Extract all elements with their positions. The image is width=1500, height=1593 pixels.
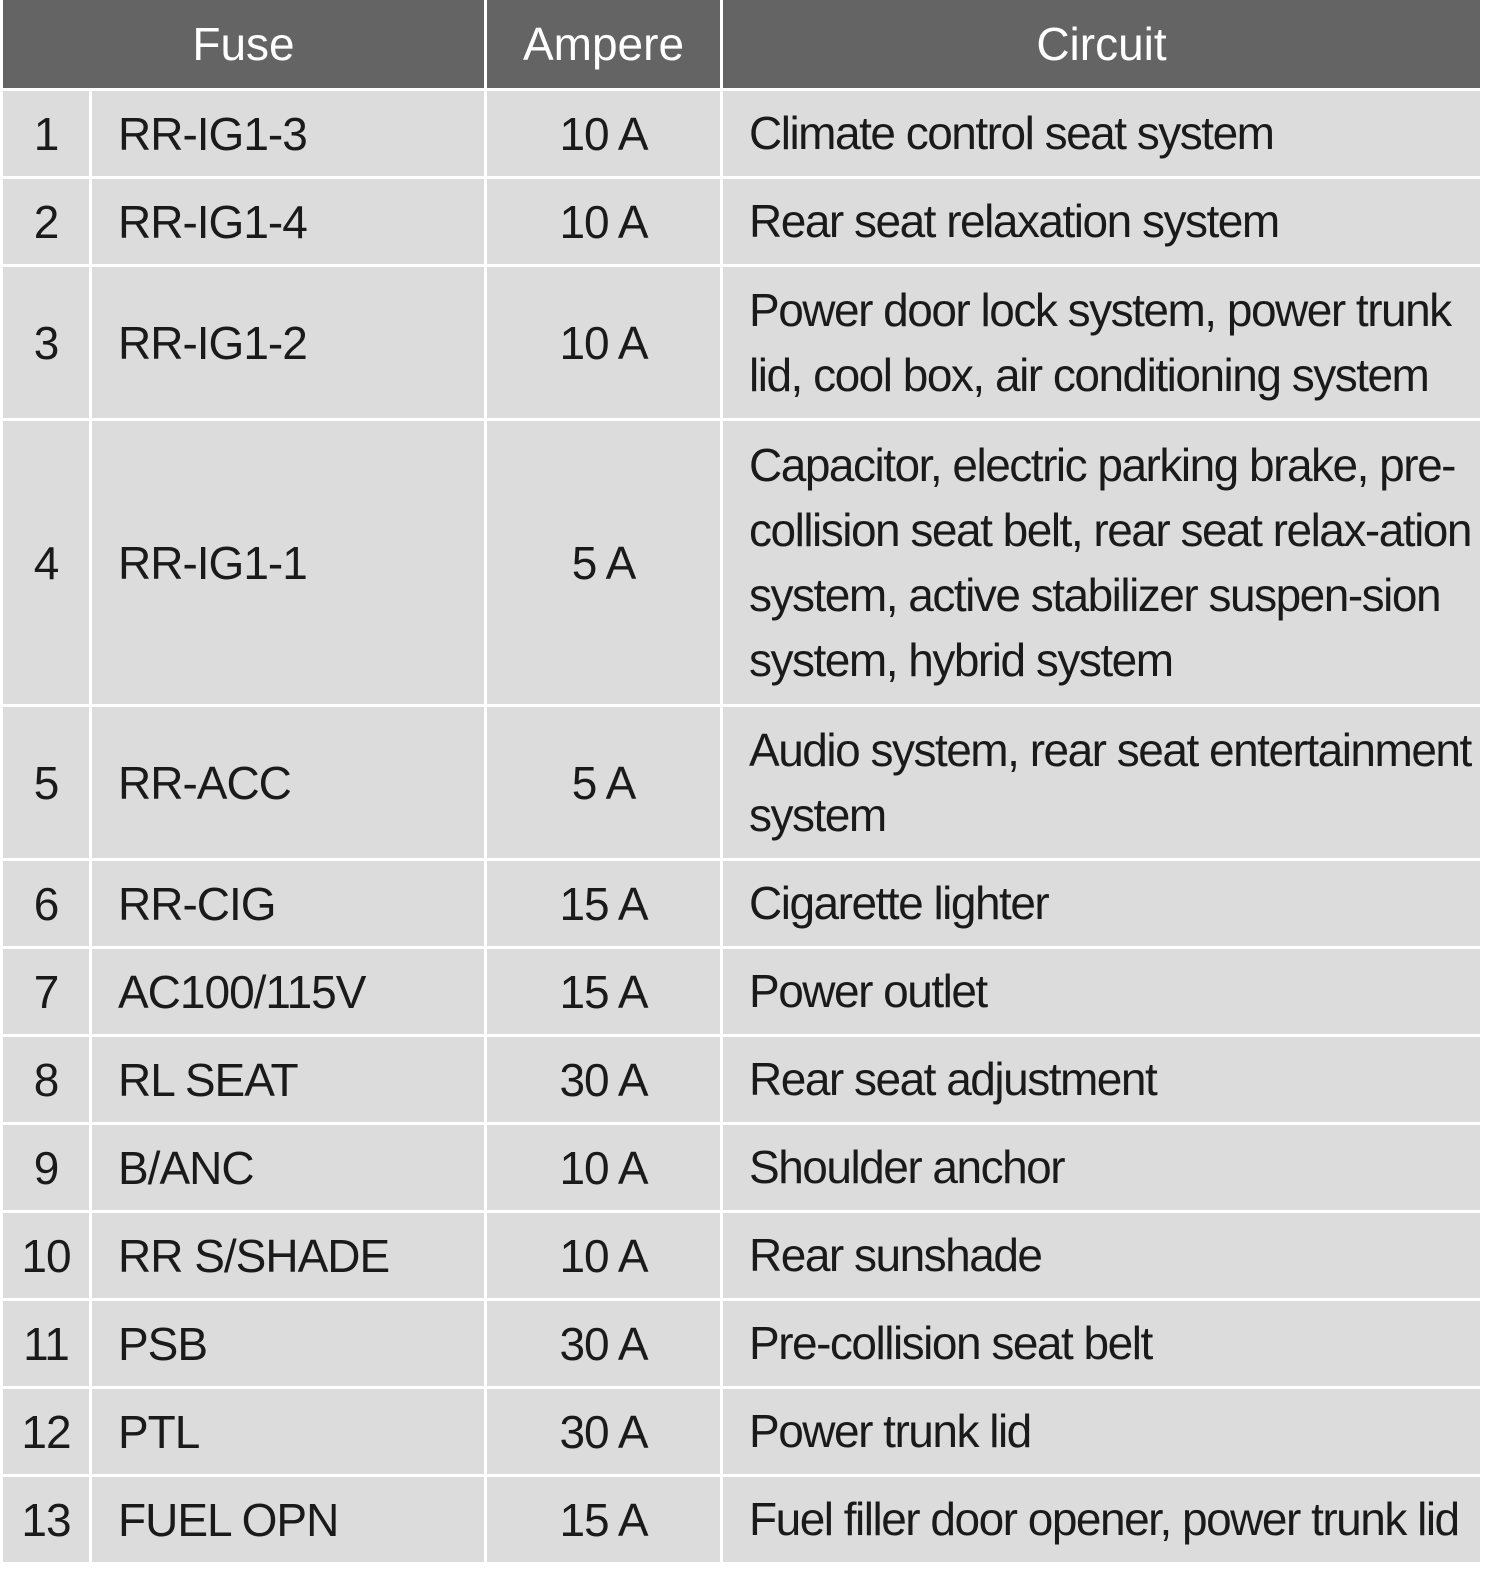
header-fuse: Fuse: [3, 0, 487, 91]
fuse-number: 9: [3, 1125, 92, 1213]
fuse-circuit: Rear seat relaxation system: [723, 179, 1480, 267]
fuse-circuit: Audio system, rear seat entertainment system: [723, 707, 1480, 861]
table-row: [3, 91, 1480, 179]
table-row: [3, 267, 1480, 421]
fuse-ampere: 5 A: [487, 421, 723, 707]
fuse-circuit: Capacitor, electric parking brake, pre-collision seat belt, rear seat relax-ation system, active stabilizer suspen-sion system, hybrid system: [723, 421, 1480, 707]
table-row: [3, 1389, 1480, 1477]
table-row: [3, 707, 1480, 861]
table-body: [3, 91, 1480, 1565]
fuse-ampere: 10 A: [487, 1125, 723, 1213]
fuse-circuit: Rear sunshade: [723, 1213, 1480, 1301]
fuse-ampere: 15 A: [487, 861, 723, 949]
header-ampere: Ampere: [487, 0, 723, 91]
fuse-ampere: 30 A: [487, 1037, 723, 1125]
fuse-number: 10: [3, 1213, 92, 1301]
fuse-number: 1: [3, 91, 92, 179]
fuse-number: 3: [3, 267, 92, 421]
fuse-name: RR S/SHADE: [92, 1213, 487, 1301]
fuse-number: 7: [3, 949, 92, 1037]
fuse-ampere: 30 A: [487, 1301, 723, 1389]
fuse-circuit: Climate control seat system: [723, 91, 1480, 179]
table-row: [3, 1037, 1480, 1125]
fuse-ampere: 10 A: [487, 267, 723, 421]
table-row: [3, 179, 1480, 267]
fuse-name: AC100/115V: [92, 949, 487, 1037]
fuse-circuit: Rear seat adjustment: [723, 1037, 1480, 1125]
fuse-number: 4: [3, 421, 92, 707]
fuse-table: [3, 0, 1480, 1565]
header-row: [3, 0, 1480, 91]
fuse-number: 11: [3, 1301, 92, 1389]
fuse-circuit: Power door lock system, power trunk lid, cool box, air conditioning system: [723, 267, 1480, 421]
table-row: [3, 949, 1480, 1037]
fuse-circuit: Pre-collision seat belt: [723, 1301, 1480, 1389]
fuse-ampere: 15 A: [487, 1477, 723, 1565]
fuse-name: PSB: [92, 1301, 487, 1389]
fuse-name: B/ANC: [92, 1125, 487, 1213]
fuse-ampere: 10 A: [487, 91, 723, 179]
fuse-name: RR-CIG: [92, 861, 487, 949]
fuse-circuit: Fuel filler door opener, power trunk lid: [723, 1477, 1480, 1565]
fuse-name: RR-ACC: [92, 707, 487, 861]
fuse-circuit: Shoulder anchor: [723, 1125, 1480, 1213]
fuse-number: 12: [3, 1389, 92, 1477]
fuse-circuit: Power outlet: [723, 949, 1480, 1037]
fuse-circuit: Cigarette lighter: [723, 861, 1480, 949]
table-row: [3, 1301, 1480, 1389]
fuse-ampere: 15 A: [487, 949, 723, 1037]
fuse-name: RL SEAT: [92, 1037, 487, 1125]
fuse-number: 5: [3, 707, 92, 861]
table-row: [3, 421, 1480, 707]
fuse-name: RR-IG1-4: [92, 179, 487, 267]
fuse-name: RR-IG1-1: [92, 421, 487, 707]
fuse-name: PTL: [92, 1389, 487, 1477]
fuse-number: 2: [3, 179, 92, 267]
fuse-ampere: 10 A: [487, 179, 723, 267]
fuse-name: FUEL OPN: [92, 1477, 487, 1565]
fuse-name: RR-IG1-3: [92, 91, 487, 179]
fuse-number: 6: [3, 861, 92, 949]
table-row: [3, 1213, 1480, 1301]
fuse-number: 8: [3, 1037, 92, 1125]
table-row: [3, 1477, 1480, 1565]
table-row: [3, 1125, 1480, 1213]
header-circuit: Circuit: [723, 0, 1480, 91]
fuse-number: 13: [3, 1477, 92, 1565]
fuse-ampere: 30 A: [487, 1389, 723, 1477]
table-header: [3, 0, 1480, 91]
fuse-circuit: Power trunk lid: [723, 1389, 1480, 1477]
fuse-ampere: 10 A: [487, 1213, 723, 1301]
fuse-name: RR-IG1-2: [92, 267, 487, 421]
table-row: [3, 861, 1480, 949]
fuse-ampere: 5 A: [487, 707, 723, 861]
